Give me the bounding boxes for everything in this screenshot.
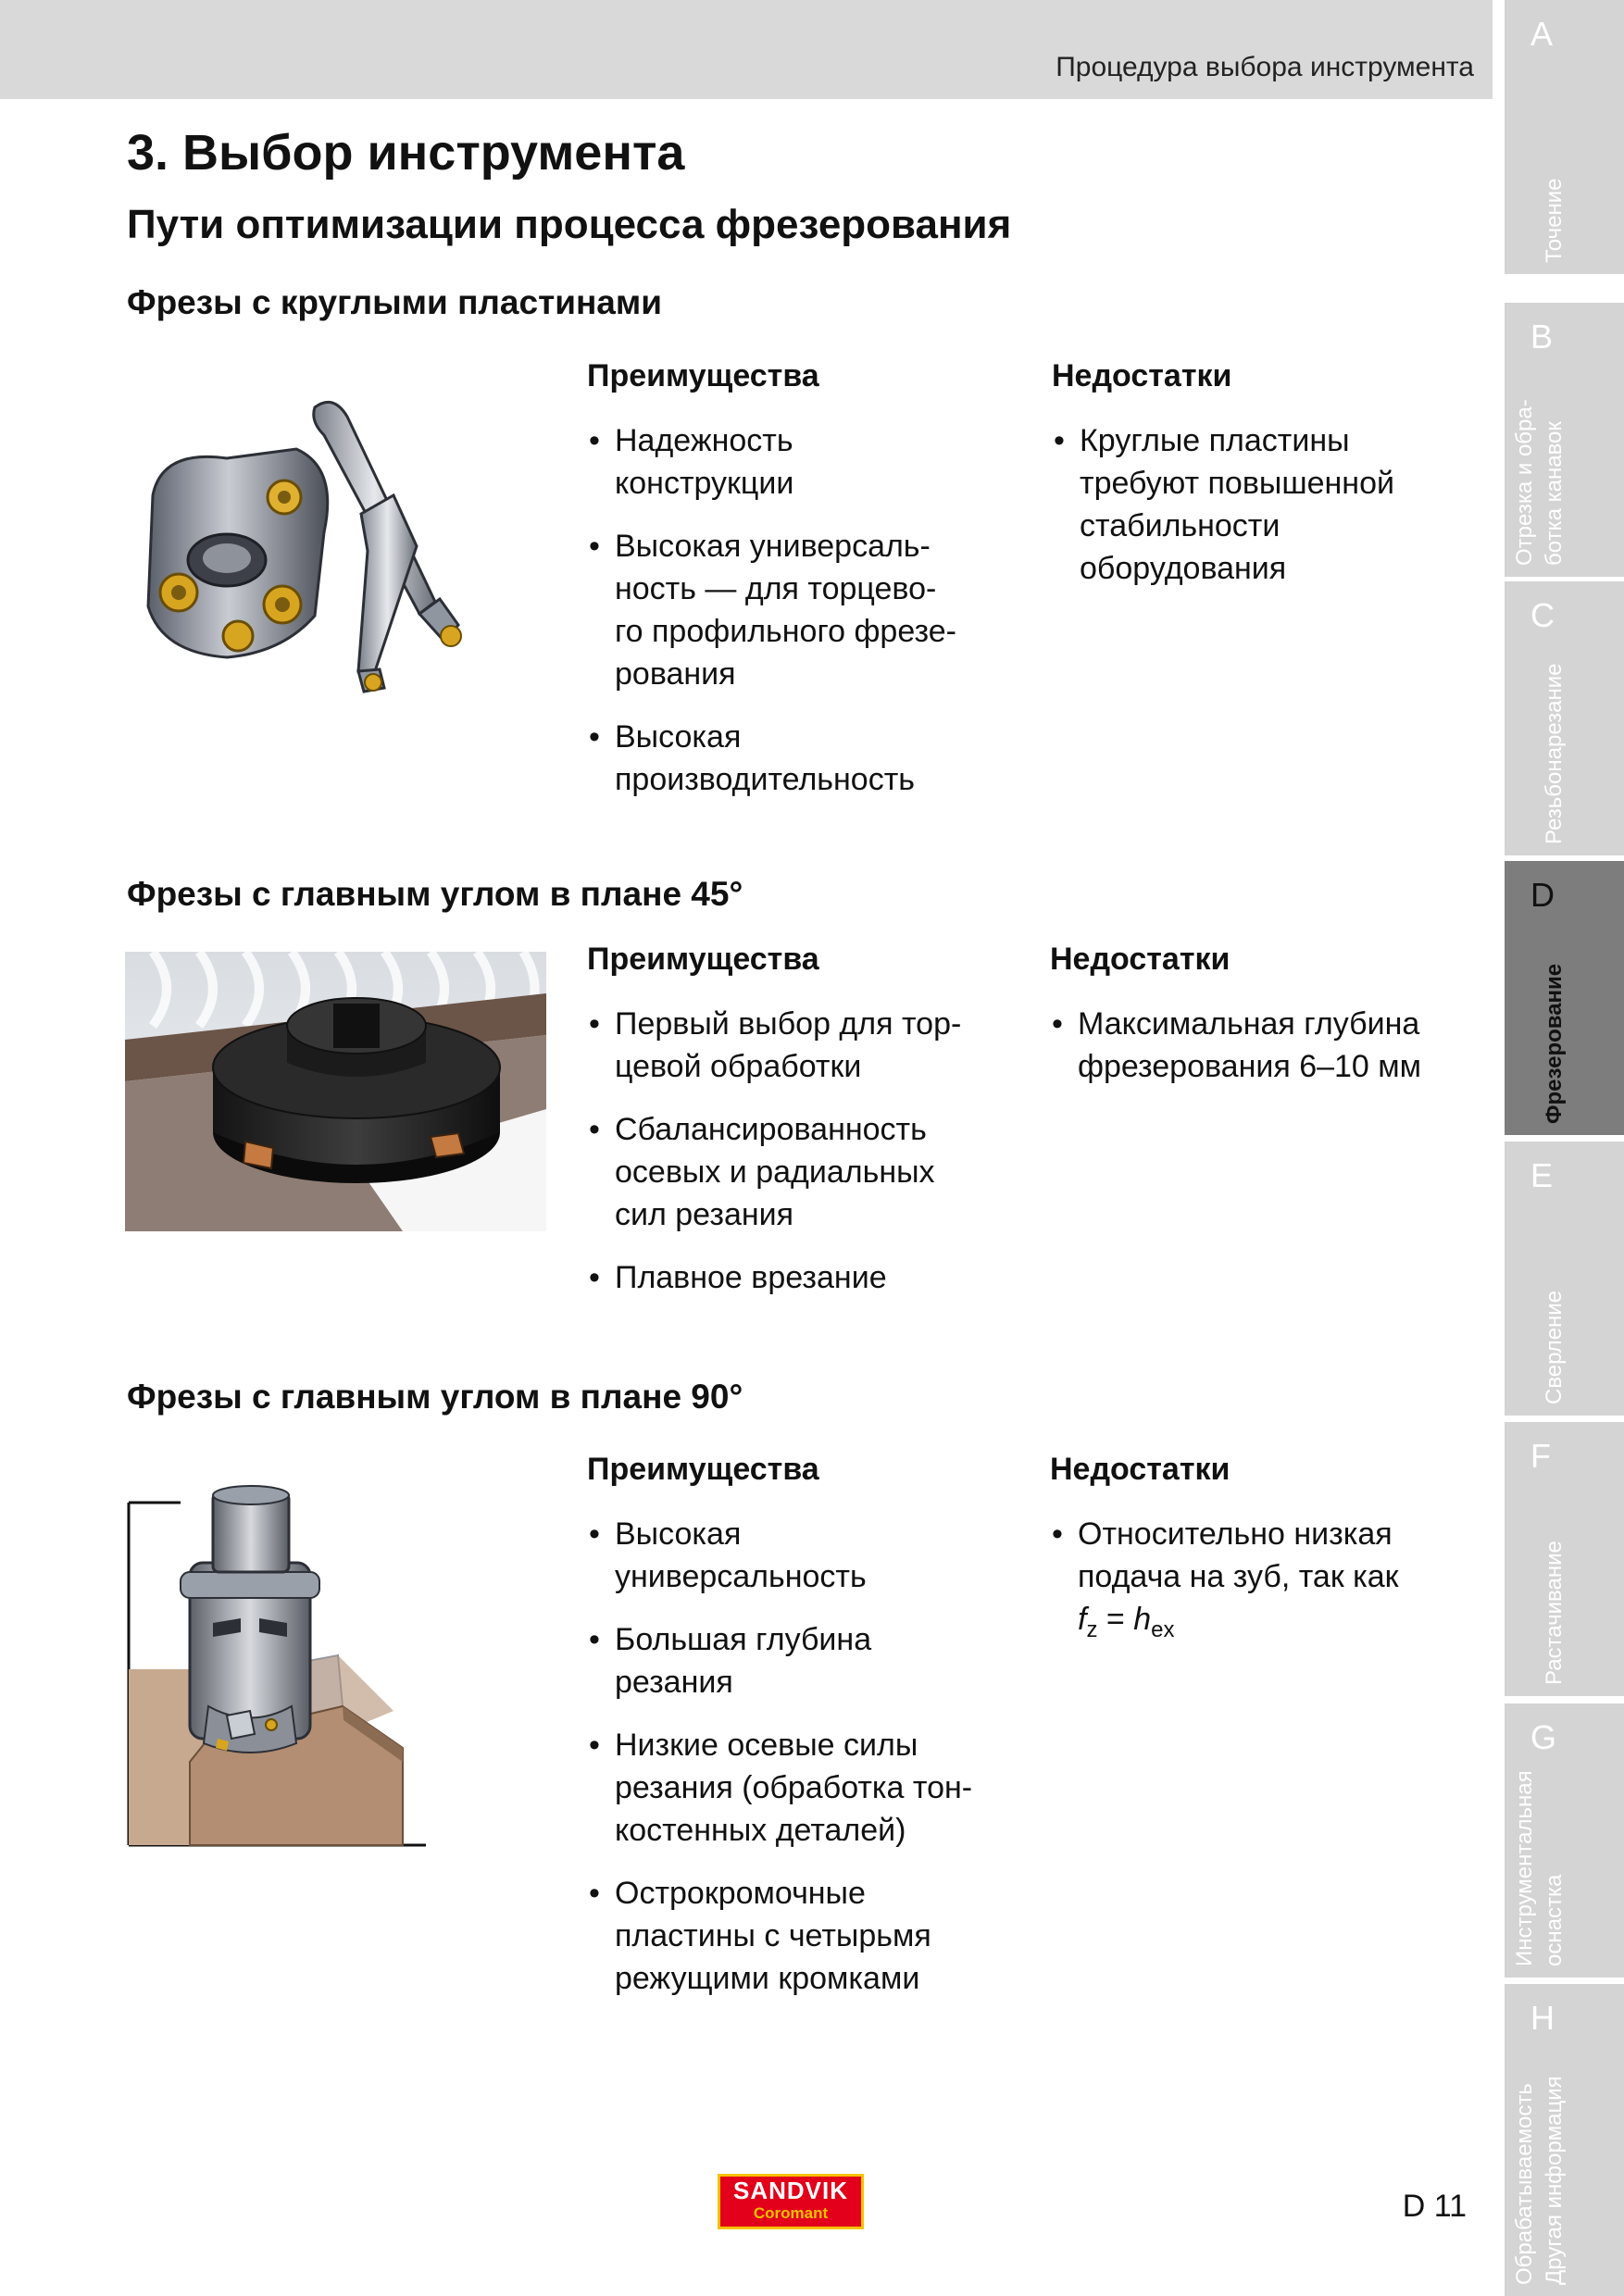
tab-d[interactable] bbox=[1505, 861, 1624, 1135]
list-item: • Круглые пластины требуют повышенной стабильности оборудования bbox=[1052, 419, 1459, 590]
advantages-heading: Преимущества bbox=[587, 942, 819, 977]
section-tabs-sidebar bbox=[1505, 0, 1624, 2296]
advantages-heading: Преимущества bbox=[587, 1452, 819, 1487]
list-item: • Плавное врезание bbox=[587, 1256, 1013, 1299]
tab-label: Точение bbox=[1542, 178, 1567, 263]
list-item: • Надежность конструкции bbox=[587, 419, 1013, 505]
advantages-list bbox=[587, 419, 1013, 821]
list-item: • Высокая универсальность bbox=[587, 1513, 1031, 1598]
section-heading-round-inserts: Фрезы с круглыми пластинами bbox=[127, 283, 662, 321]
formula-operator: = bbox=[1097, 1602, 1134, 1637]
logo-wordmark: SANDVIK bbox=[732, 2177, 848, 2204]
list-item: • Сбалансированность осевых и радиальных сил резания bbox=[587, 1108, 1013, 1236]
formula-rhs: h bbox=[1133, 1602, 1152, 1637]
tab-letter: E bbox=[1530, 1156, 1554, 1194]
tab-b[interactable] bbox=[1505, 303, 1624, 577]
section-heading-45-degree: Фрезы с главным углом в плане 45° bbox=[127, 875, 743, 913]
formula-lhs-subscript: z bbox=[1086, 1616, 1098, 1642]
page-number: D 11 bbox=[1402, 2189, 1467, 2224]
tab-c[interactable] bbox=[1505, 581, 1624, 855]
disadvantages-heading: Недостатки bbox=[1050, 1452, 1230, 1487]
list-item: • Низкие осевые силы резания (обработка тон- костенных деталей) bbox=[587, 1724, 1031, 1852]
tab-h[interactable] bbox=[1505, 1984, 1624, 2296]
page-title: 3. Выбор инструмента bbox=[127, 125, 685, 181]
advantages-list bbox=[587, 1003, 1013, 1319]
feed-formula bbox=[1078, 1602, 1175, 1642]
section-heading-90-degree: Фрезы с главным углом в плане 90° bbox=[127, 1378, 743, 1416]
face-mill-45-photo bbox=[125, 952, 546, 1231]
formula-lhs: f bbox=[1078, 1602, 1087, 1637]
tab-letter: C bbox=[1530, 596, 1555, 634]
tab-letter: H bbox=[1530, 1999, 1555, 2037]
sandvik-coromant-logo bbox=[718, 2174, 864, 2229]
disadvantages-heading: Недостатки bbox=[1052, 358, 1232, 393]
advantages-list bbox=[587, 1513, 1031, 2020]
list-item: • Острокромочные пластины с четырьмя режущими кромками bbox=[587, 1872, 1031, 2000]
tab-g[interactable] bbox=[1505, 1703, 1624, 1978]
square-shoulder-mill-illustration bbox=[125, 1484, 431, 1850]
list-item bbox=[1050, 1513, 1476, 1652]
tab-f[interactable] bbox=[1505, 1422, 1624, 1696]
disadvantages-list bbox=[1052, 419, 1459, 610]
page-subtitle: Пути оптимизации процесса фрезерования bbox=[127, 202, 1012, 247]
tab-letter: G bbox=[1530, 1718, 1557, 1756]
list-item: • Первый выбор для тор- цевой обработки bbox=[587, 1003, 1013, 1088]
tab-label: Фрезерование bbox=[1542, 963, 1567, 1124]
disadvantage-text: Относительно низкая подача на зуб, так как bbox=[1078, 1516, 1399, 1594]
logo-subbrand: Coromant bbox=[753, 2204, 829, 2222]
tab-letter: D bbox=[1530, 876, 1555, 914]
tab-label: Отрезка и обра- ботка канавок bbox=[1512, 399, 1567, 566]
header-band bbox=[0, 0, 1493, 99]
tab-label: Растачивание bbox=[1542, 1541, 1567, 1685]
list-item: • Высокая универсаль- ность — для торцево- го профильного фрезе- рования bbox=[587, 525, 1013, 695]
list-item: • Максимальная глубина фрезерования 6–10 мм bbox=[1050, 1003, 1476, 1088]
tab-letter: A bbox=[1530, 15, 1554, 53]
round-insert-cutters-illustration bbox=[125, 393, 560, 699]
tab-label: Инструментальная оснастка bbox=[1512, 1770, 1567, 1966]
tab-letter: B bbox=[1530, 318, 1554, 356]
tab-label: Обрабатываемость Другая информация bbox=[1512, 2076, 1567, 2285]
tab-e[interactable] bbox=[1505, 1142, 1624, 1416]
list-item: • Высокая производительность bbox=[587, 716, 1013, 801]
disadvantages-heading: Недостатки bbox=[1050, 942, 1230, 977]
disadvantages-list bbox=[1050, 1003, 1476, 1108]
formula-rhs-subscript: ex bbox=[1151, 1616, 1175, 1642]
tab-label: Резьбонарезание bbox=[1542, 663, 1567, 844]
running-header: Процедура выбора инструмента bbox=[1056, 52, 1474, 82]
disadvantages-list bbox=[1050, 1513, 1476, 1672]
tab-label: Сверление bbox=[1542, 1290, 1567, 1404]
list-item: • Большая глубина резания bbox=[587, 1618, 1031, 1703]
tab-a[interactable] bbox=[1505, 0, 1624, 274]
advantages-heading: Преимущества bbox=[587, 358, 819, 393]
tab-letter: F bbox=[1530, 1437, 1551, 1475]
